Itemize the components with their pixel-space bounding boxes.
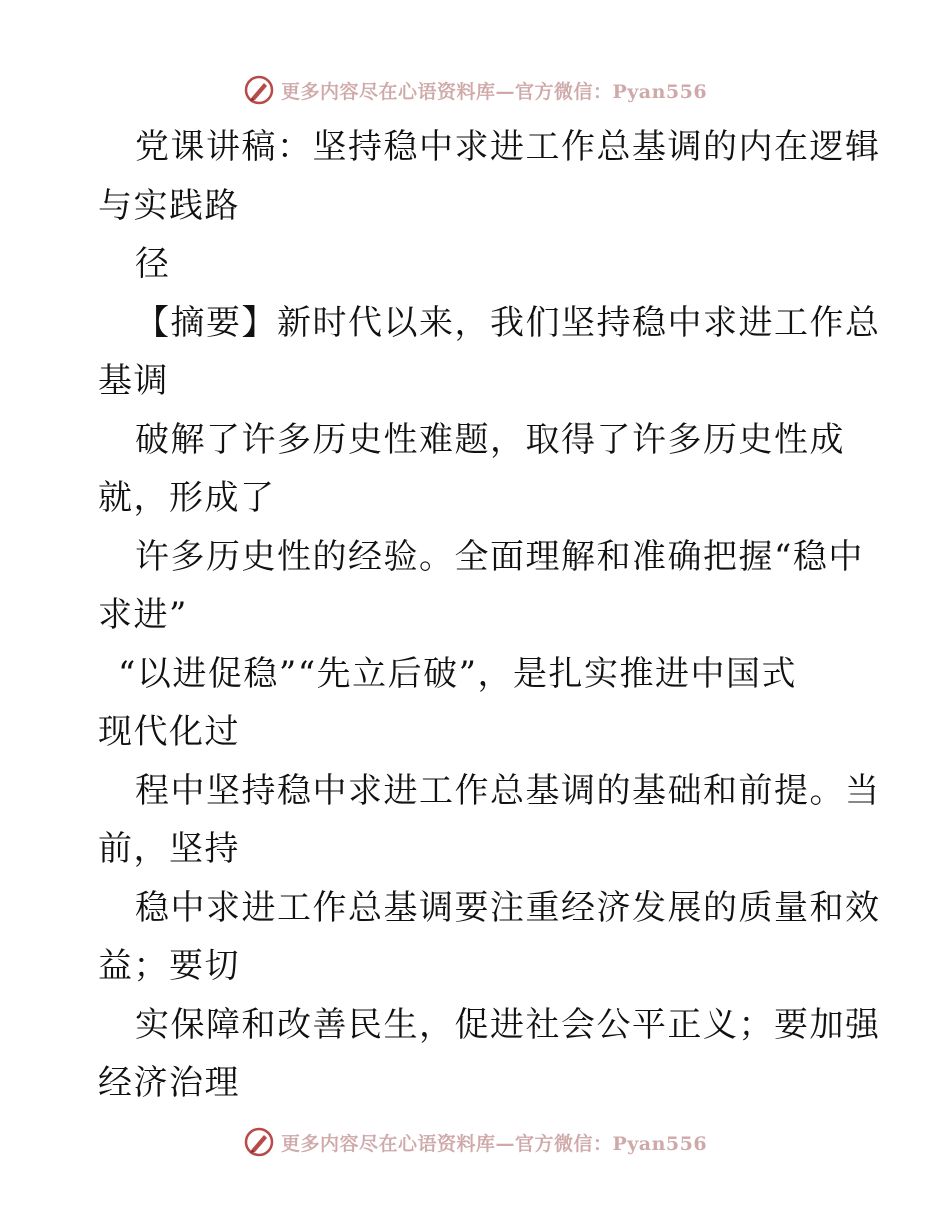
abstract-line-10: 前，坚持 (98, 829, 240, 869)
document-body (98, 118, 881, 1113)
abstract-line-3: 破解了许多历史性难题，取得了许多历史性成 (135, 419, 845, 460)
title-line-1: 党课讲稿：坚持稳中求进工作总基调的内在逻辑 (135, 127, 881, 167)
abstract-line-12: 益；要切 (98, 946, 240, 986)
abstract-line-7: “以进促稳”“先立后破”，是扎实推进中国式 (118, 653, 798, 694)
abstract-line-6: 求进” (98, 595, 188, 635)
abstract-line-11: 稳中求进工作总基调要注重经济发展的质量和效 (135, 887, 881, 928)
abstract-line-14: 经济治理 (98, 1063, 240, 1103)
abstract-line-2: 基调 (98, 361, 169, 401)
watermark-text: 更多内容尽在心语资料库—官方微信：Pyan556 (280, 80, 708, 103)
title-line-3: 径 (135, 244, 171, 284)
pen-logo-icon (243, 74, 275, 106)
watermark-text: 更多内容尽在心语资料库—官方微信：Pyan556 (280, 1132, 708, 1155)
abstract-line-1: 【摘要】新时代以来，我们坚持稳中求进工作总 (135, 302, 881, 343)
pen-logo-icon (243, 1126, 275, 1158)
abstract-line-13: 实保障和改善民生，促进社会公平正义；要加强 (135, 1004, 881, 1045)
title-line-2: 与实践路 (98, 185, 240, 226)
abstract-line-8: 现代化过 (98, 712, 240, 752)
abstract-line-9: 程中坚持稳中求进工作总基调的基础和前提。当 (135, 770, 881, 811)
footer-watermark (0, 1122, 950, 1162)
abstract-line-5: 许多历史性的经验。全面理解和准确把握“稳中 (135, 536, 864, 577)
abstract-line-4: 就，形成了 (98, 478, 276, 518)
header-watermark (0, 70, 950, 110)
